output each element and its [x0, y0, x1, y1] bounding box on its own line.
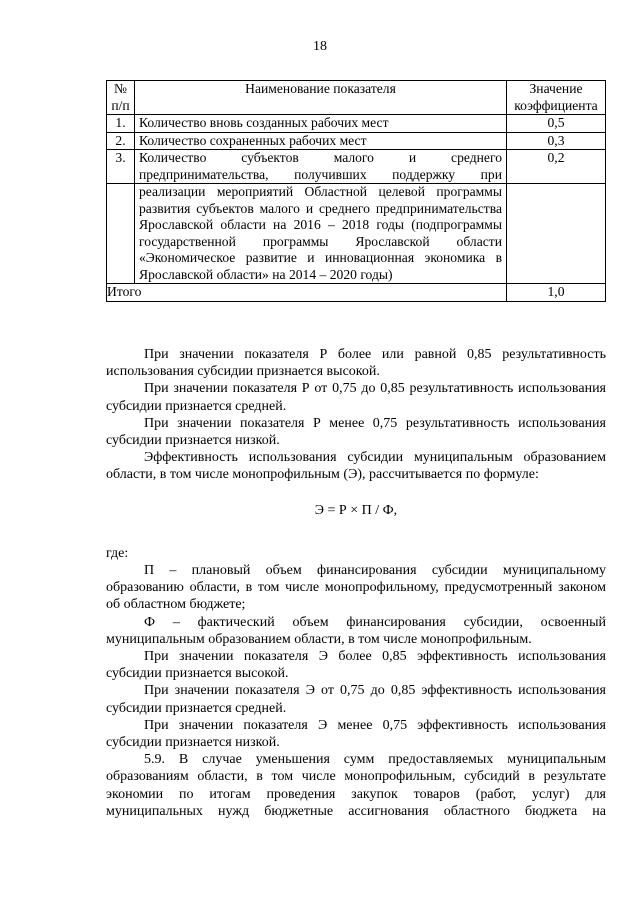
table-row	[107, 132, 606, 150]
paragraph: При значении показателя Р более или равной 0,85 результативность использования субсидии признается высокой.	[106, 347, 606, 380]
page-number: 18	[313, 39, 327, 54]
row-number: 3.	[107, 150, 135, 184]
row-number: 1.	[107, 115, 135, 133]
coefficients-table	[106, 80, 606, 302]
header-number-line1: №	[114, 81, 127, 96]
table-row-continuation	[107, 184, 606, 284]
table-total-row	[107, 284, 606, 302]
paragraph: Ф – фактический объем финансирования субсидии, освоенный муниципальным образованием области, в том числе монопрофильным.	[106, 614, 606, 647]
header-value-cell	[507, 81, 606, 115]
row-name: Количество вновь созданных рабочих мест	[135, 115, 507, 133]
paragraph: П – плановый объем финансирования субсидии муниципальному образованию области, в том числе монопрофильному, предусмотренный законом об областном бюджете;	[106, 563, 606, 613]
header-value-line1: Значение	[529, 81, 583, 96]
row-name: Количество субъектов малого и среднего предпринимательства, получивших поддержку при	[135, 150, 507, 184]
paragraph: При значении показателя Р менее 0,75 результативность использования субсидии признается низкой.	[106, 415, 606, 449]
table-row	[107, 115, 606, 133]
table-header-row	[107, 81, 606, 115]
where-label: где:	[106, 545, 129, 561]
paragraph: При значении показателя Э менее 0,75 эффективность использования субсидии признается низкой.	[106, 717, 606, 751]
row-value: 0,2	[507, 150, 606, 184]
total-label: Итого	[107, 284, 507, 302]
header-number-cell	[107, 81, 135, 115]
paragraph: При значении показателя Р от 0,75 до 0,85 результативность использования субсидии признается средней.	[106, 381, 606, 414]
total-value: 1,0	[507, 284, 606, 302]
table-row	[107, 150, 606, 184]
paragraph: При значении показателя Э от 0,75 до 0,85 эффективность использования субсидии признается средней.	[106, 683, 606, 716]
formula: Э = Р × П / Ф,	[314, 502, 398, 518]
paragraph: Эффективность использования субсидии муниципальным образованием области, в том числе монопрофильным (Э), рассчитывается по формуле:	[106, 450, 606, 483]
body-text	[106, 346, 606, 820]
paragraph: 5.9. В случае уменьшения сумм предоставляемых муниципальным образованиям области, в том числе монопрофильным, субсидий в результате экономии по итогам проведения закупок товаров (работ, услуг) для муниципальных нужд бюджетные ассигнования областного бюджета на	[106, 752, 606, 819]
row-name: Количество сохраненных рабочих мест	[135, 132, 507, 150]
header-value-line2: коэффициента	[514, 97, 598, 113]
row-name-continuation: реализации мероприятий Областной целевой программы развития субъектов малого и среднего предпринимательства Ярославской области на 2016 – 2018 годы (подпрограммы государственной программы Ярославской области «Экономическое развитие и инновационная экономика в Ярославской области» на 2014 – 2020 годы)	[135, 184, 507, 284]
header-number-line2: п/п	[111, 97, 130, 113]
row-value: 0,5	[507, 115, 606, 133]
row-number: 2.	[107, 132, 135, 150]
row-value: 0,3	[507, 132, 606, 150]
paragraph: При значении показателя Э более 0,85 эффективность использования субсидии признается высокой.	[106, 649, 606, 682]
header-name-cell: Наименование показателя	[135, 81, 507, 115]
